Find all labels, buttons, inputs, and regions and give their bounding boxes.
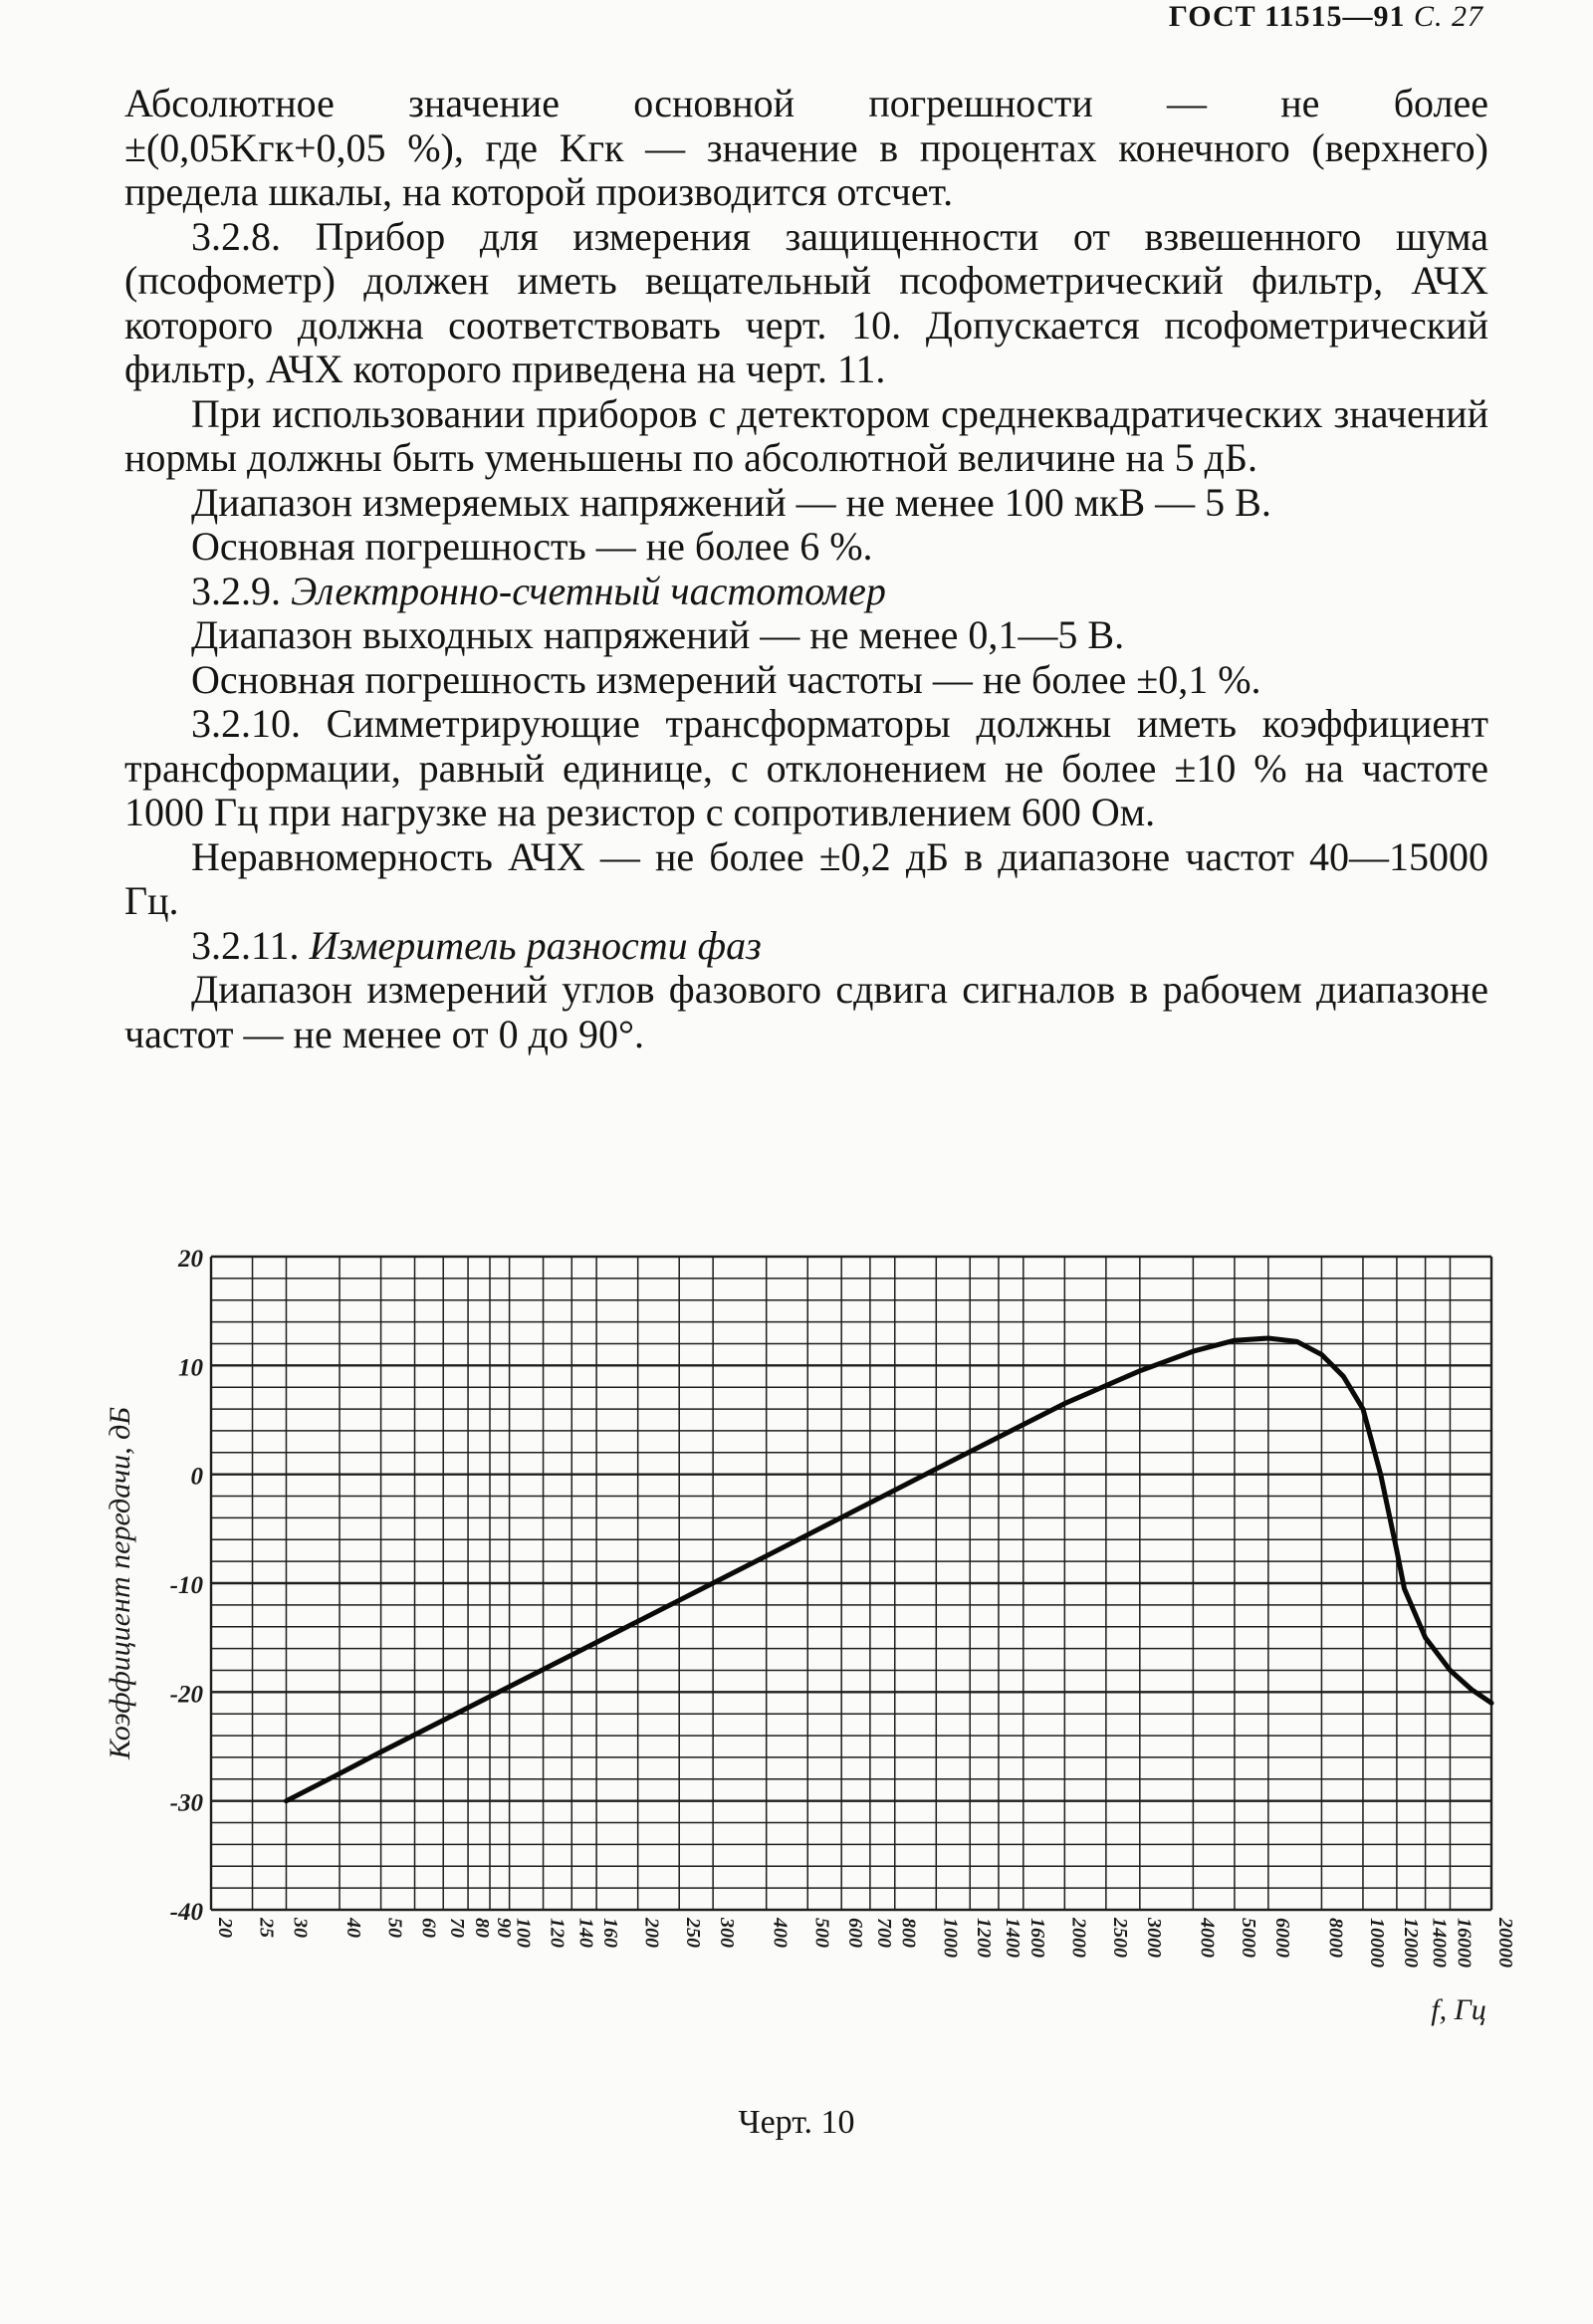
text-run: 3.2.9. xyxy=(191,568,291,613)
text-run: 3.2.10. Симметрирующие трансформаторы должны иметь коэффициент трансформации, равный единице, с отклонением не более ±10 % на частоте 1000 Гц при нагрузке на резистор с сопротивлением 600 Ом. xyxy=(124,701,1488,834)
paragraph xyxy=(124,392,1488,481)
x-tick-label: 50 xyxy=(383,1918,406,1938)
x-tick-label: 5000 xyxy=(1237,1918,1259,1958)
x-tick-label: 20000 xyxy=(1494,1918,1516,1968)
x-tick-label: 700 xyxy=(872,1918,895,1948)
x-tick-label: 300 xyxy=(716,1918,739,1948)
x-tick-label: 400 xyxy=(769,1918,792,1948)
x-tick-label: 100 xyxy=(512,1918,535,1948)
x-tick-label: 60 xyxy=(417,1918,440,1938)
text-run: Абсолютное значение основной погрешности — не более xyxy=(124,81,1488,125)
y-tick-label: 20 xyxy=(178,1246,203,1273)
paragraph xyxy=(124,835,1488,924)
x-tick-label: 250 xyxy=(682,1918,705,1948)
x-tick-label: 80 xyxy=(471,1918,494,1938)
x-tick-label: 40 xyxy=(342,1918,365,1938)
response-curve xyxy=(287,1338,1492,1801)
paragraph xyxy=(124,968,1488,1056)
y-tick-label: -30 xyxy=(169,1789,203,1817)
text-run: При использовании приборов с детектором среднеквадратических значений нормы должны быть уменьшены по абсолютной величине на 5 дБ. xyxy=(124,390,1488,480)
section-heading: Измеритель разности фаз xyxy=(309,922,762,968)
figure-caption: Черт. 10 xyxy=(738,2104,855,2141)
page-header xyxy=(1169,0,1483,34)
x-tick-label: 140 xyxy=(574,1918,597,1948)
x-tick-label: 600 xyxy=(844,1918,867,1948)
y-tick-label: -40 xyxy=(169,1899,203,1926)
paragraph xyxy=(124,570,1488,614)
y-tick-label: -20 xyxy=(169,1681,203,1709)
text-run: 3.2.11. xyxy=(191,922,310,968)
x-tick-label: 1000 xyxy=(939,1918,962,1958)
text-run: 3.2.8. Прибор для измерения защищенности от взвешенного шума (псофометр) должен иметь вещательный псофометрический фильтр, АЧХ которого должна соответствовать черт. 10. Допускается псофометрический фильтр, АЧХ которого приведена на черт. 11. xyxy=(124,213,1488,391)
x-tick-label: 800 xyxy=(897,1918,920,1948)
paragraph xyxy=(124,215,1488,392)
page-number: С. 27 xyxy=(1413,0,1483,33)
y-axis-label: Коэффициент передачи, дБ xyxy=(104,1406,136,1760)
x-tick-label: 4000 xyxy=(1196,1918,1219,1958)
x-tick-label: 8000 xyxy=(1324,1918,1347,1958)
x-tick-label: 1200 xyxy=(973,1918,996,1958)
y-tick-label: 10 xyxy=(178,1354,203,1382)
section-heading: Электронно-счетный частотомер xyxy=(291,568,886,613)
text-run: Неравномерность АЧХ — не более ±0,2 дБ в диапазоне частот 40—15000 Гц. xyxy=(124,833,1488,923)
x-tick-label: 160 xyxy=(599,1918,622,1948)
x-tick-label: 20 xyxy=(214,1918,236,1938)
paragraph xyxy=(124,525,1488,570)
x-tick-label: 90 xyxy=(493,1918,516,1938)
x-tick-label: 12000 xyxy=(1399,1918,1422,1968)
text-run: Диапазон измерений углов фазового сдвига сигналов в рабочем диапазоне частот — не менее от 0 до 90°. xyxy=(124,967,1488,1056)
x-tick-label: 16000 xyxy=(1453,1918,1476,1968)
paragraph xyxy=(124,126,1488,215)
standard-number: ГОСТ 11515—91 xyxy=(1168,0,1406,33)
x-tick-label: 1600 xyxy=(1025,1918,1048,1958)
text-run: Диапазон выходных напряжений — не менее 0,1—5 В. xyxy=(191,612,1125,657)
x-tick-label: 500 xyxy=(810,1918,833,1948)
text-run: ±(0,05Kгк+0,05 %), где Kгк — значение в процентах конечного (верхнего) предела шкалы, на которой производится отсчет. xyxy=(124,124,1488,214)
paragraph xyxy=(124,82,1488,126)
frequency-response-chart xyxy=(90,1235,1516,2036)
paragraph xyxy=(124,481,1488,526)
text-run: Диапазон измеряемых напряжений — не менее 100 мкВ — 5 В. xyxy=(191,479,1271,525)
chart-canvas xyxy=(90,1235,1516,2031)
x-tick-label: 10000 xyxy=(1365,1918,1388,1968)
paragraph xyxy=(124,702,1488,835)
x-tick-label: 30 xyxy=(289,1918,312,1938)
text-run: Основная погрешность измерений частоты — не более ±0,1 %. xyxy=(191,656,1261,702)
body-text xyxy=(124,82,1488,1056)
x-tick-label: 120 xyxy=(546,1918,569,1948)
x-tick-label: 25 xyxy=(255,1918,278,1938)
paragraph xyxy=(124,658,1488,703)
paragraph xyxy=(124,924,1488,969)
x-tick-label: 14000 xyxy=(1428,1918,1451,1968)
x-tick-label: 3000 xyxy=(1142,1918,1165,1958)
paragraph xyxy=(124,613,1488,658)
x-tick-label: 2000 xyxy=(1067,1918,1090,1958)
y-tick-label: 0 xyxy=(190,1463,203,1491)
x-tick-label: 2500 xyxy=(1108,1918,1131,1958)
x-tick-label: 6000 xyxy=(1270,1918,1293,1958)
y-tick-label: -10 xyxy=(169,1572,203,1599)
x-axis-label: f, Гц xyxy=(1431,1993,1486,2026)
x-tick-label: 1400 xyxy=(1001,1918,1024,1958)
x-tick-label: 200 xyxy=(640,1918,663,1948)
x-tick-label: 70 xyxy=(446,1918,469,1938)
text-run: Основная погрешность — не более 6 %. xyxy=(191,524,873,569)
